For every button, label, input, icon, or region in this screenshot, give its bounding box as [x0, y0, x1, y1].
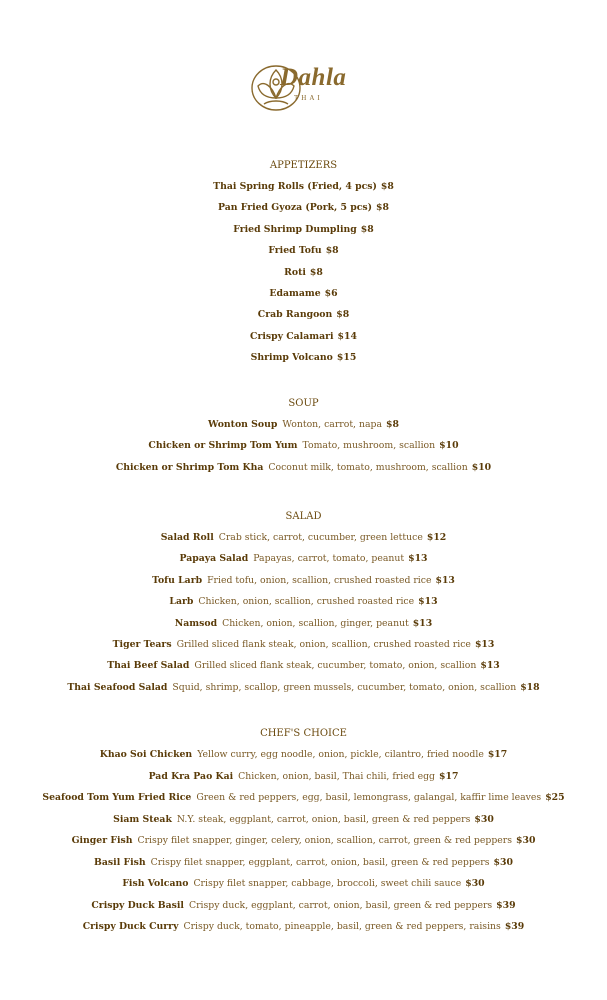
menu-item-price: $13: [474, 638, 495, 650]
menu-item: [0, 202, 607, 223]
menu-item: [0, 900, 607, 922]
menu-item: [0, 267, 607, 288]
menu-item: [0, 921, 607, 943]
menu-item-name: Thai Seafood Salad: [67, 681, 168, 693]
menu-item-name: Thai Beef Salad: [107, 660, 190, 672]
menu-item-price: $8: [336, 309, 350, 321]
menu-item-description: Chicken, onion, basil, Thai chili, fried egg: [238, 770, 436, 782]
menu-item-name: Pan Fried Gyoza (Pork, 5 pcs): [218, 202, 373, 214]
section-soup: [0, 398, 607, 483]
menu-item-price: $25: [545, 792, 565, 803]
menu-item-description: Grilled sliced flank steak, onion, scallion, crushed roasted rice: [176, 638, 471, 650]
menu-item-description: Tomato, mushroom, scallion: [302, 440, 436, 452]
menu-item-description: Green & red peppers, egg, basil, lemongrass, galangal, kaffir lime leaves: [196, 792, 542, 803]
menu-item-price: $8: [360, 223, 374, 235]
menu-item-name: Shrimp Volcano: [250, 352, 333, 364]
menu-item: [0, 419, 607, 440]
menu-item-description: Papayas, carrot, tomato, peanut: [253, 553, 405, 565]
section-title: SOUP: [288, 398, 319, 409]
section-title: APPETIZERS: [269, 160, 338, 171]
menu-item-price: $8: [325, 245, 339, 257]
menu-item-price: $17: [439, 770, 459, 782]
menu-item-price: $15: [336, 352, 357, 364]
menu-item-description: N.Y. steak, eggplant, carrot, onion, basil, green & red peppers: [176, 813, 471, 825]
menu-item: [0, 352, 607, 373]
section-chefs-choice: [0, 728, 607, 943]
menu-item-description: Crispy filet snapper, ginger, celery, onion, scallion, carrot, green & red peppers: [137, 835, 512, 846]
menu-item-price: $8: [309, 266, 323, 278]
menu-item-name: Salad Roll: [160, 532, 214, 543]
section-salad: [0, 511, 607, 703]
menu-item: [0, 857, 607, 879]
menu-item-name: Khao Soi Chicken: [99, 749, 193, 760]
menu-item: [0, 771, 607, 793]
menu-item-price: $30: [474, 813, 494, 825]
menu-item-price: $30: [465, 878, 485, 889]
menu-item: [0, 618, 607, 639]
menu-item-name: Siam Steak: [113, 813, 172, 825]
menu-item-name: Fried Tofu: [268, 245, 322, 257]
menu-item-name: Larb: [169, 596, 194, 608]
menu-item-price: $14: [337, 330, 357, 342]
section-title: SALAD: [285, 511, 322, 522]
menu-item-price: $17: [487, 749, 508, 760]
menu-item-price: $10: [439, 440, 459, 452]
menu-item-price: $12: [426, 532, 447, 543]
menu-item: [0, 596, 607, 617]
menu-item-name: Roti: [284, 266, 306, 278]
menu-item-name: Crab Rangoon: [257, 309, 333, 321]
menu-item-name: Ginger Fish: [71, 835, 133, 846]
menu-item-price: $13: [435, 574, 455, 586]
menu-item-description: Wonton, carrot, napa: [282, 419, 382, 430]
menu-item: [0, 749, 607, 771]
menu-item-description: Fried tofu, onion, scallion, crushed roasted rice: [207, 574, 432, 586]
menu-item-price: $18: [520, 681, 540, 693]
menu-item-price: $8: [386, 419, 399, 430]
menu-item-name: Tiger Tears: [112, 638, 172, 650]
menu-item-price: $13: [418, 596, 438, 608]
menu-item-price: $10: [471, 461, 492, 473]
menu-item: [0, 532, 607, 553]
menu-item-price: $39: [504, 921, 525, 932]
menu-item-name: Crispy Duck Basil: [91, 899, 184, 911]
menu-item-name: Papaya Salad: [179, 553, 249, 565]
menu-item-price: $8: [376, 202, 389, 214]
menu-item-description: Crab stick, carrot, cucumber, green lettuce: [218, 532, 423, 543]
menu-item-description: Crispy filet snapper, cabbage, broccoli, sweet chili sauce: [193, 878, 462, 889]
menu-item-price: $13: [408, 553, 428, 565]
menu-item-description: Crispy filet snapper, eggplant, carrot, onion, basil, green & red peppers: [150, 856, 490, 868]
menu-item-description: Squid, shrimp, scallop, green mussels, cucumber, tomato, onion, scallion: [172, 681, 517, 693]
menu-item-name: Pad Kra Pao Kai: [148, 770, 234, 782]
menu-item-name: Fish Volcano: [122, 878, 189, 889]
menu-item-price: $8: [380, 181, 394, 192]
menu-item: [0, 553, 607, 574]
menu-item-name: Namsod: [174, 617, 218, 629]
menu-item-name: Chicken or Shrimp Tom Kha: [115, 461, 264, 473]
menu-item-price: $39: [496, 899, 516, 911]
menu-item: [0, 682, 607, 703]
menu-item: [0, 792, 607, 814]
menu-item: [0, 462, 607, 483]
menu-item-name: Crispy Duck Curry: [82, 921, 179, 932]
brand-tagline: THAI: [294, 94, 323, 102]
menu-item: [0, 814, 607, 836]
menu-item: [0, 660, 607, 681]
menu-item-name: Chicken or Shrimp Tom Yum: [148, 440, 298, 452]
menu-item-description: Yellow curry, egg noodle, onion, pickle, cilantro, fried noodle: [197, 749, 484, 760]
section-appetizers: [0, 160, 607, 374]
menu-item-name: Tofu Larb: [152, 574, 203, 586]
menu-item-name: Edamame: [269, 287, 321, 299]
menu-item-name: Crispy Calamari: [250, 330, 334, 342]
menu-item-description: Crispy duck, tomato, pineapple, basil, green & red peppers, raisins: [183, 921, 501, 932]
brand-name: Dahla: [280, 64, 347, 91]
menu-item-price: $30: [516, 835, 536, 846]
restaurant-logo: [246, 58, 358, 122]
menu-item-price: $30: [493, 856, 513, 868]
menu-item-name: Wonton Soup: [208, 419, 278, 430]
menu-item-description: Coconut milk, tomato, mushroom, scallion: [268, 461, 468, 473]
section-title: CHEF'S CHOICE: [260, 728, 347, 739]
menu-item: [0, 288, 607, 309]
menu-item-price: $13: [480, 660, 500, 672]
menu-item: [0, 440, 607, 461]
menu-item: [0, 309, 607, 330]
menu-item-name: Fried Shrimp Dumpling: [233, 223, 357, 235]
menu-item-name: Seafood Tom Yum Fried Rice: [42, 792, 192, 803]
menu-item-name: Thai Spring Rolls (Fried, 4 pcs): [213, 181, 377, 192]
menu-item-description: Chicken, onion, scallion, crushed roasted rice: [198, 596, 415, 608]
menu-item: [0, 224, 607, 245]
menu-item: [0, 835, 607, 857]
menu-item-description: Grilled sliced flank steak, cucumber, tomato, onion, scallion: [194, 660, 477, 672]
menu-item-price: $6: [324, 287, 338, 299]
menu-item: [0, 181, 607, 202]
menu-item: [0, 331, 607, 352]
menu-item: [0, 245, 607, 266]
menu-item: [0, 639, 607, 660]
menu-item: [0, 575, 607, 596]
menu-item-price: $13: [412, 617, 433, 629]
menu-item-description: Crispy duck, eggplant, carrot, onion, basil, green & red peppers: [188, 899, 493, 911]
menu-item: [0, 878, 607, 900]
menu-item-description: Chicken, onion, scallion, ginger, peanut: [222, 617, 409, 629]
menu-item-name: Basil Fish: [94, 856, 146, 868]
